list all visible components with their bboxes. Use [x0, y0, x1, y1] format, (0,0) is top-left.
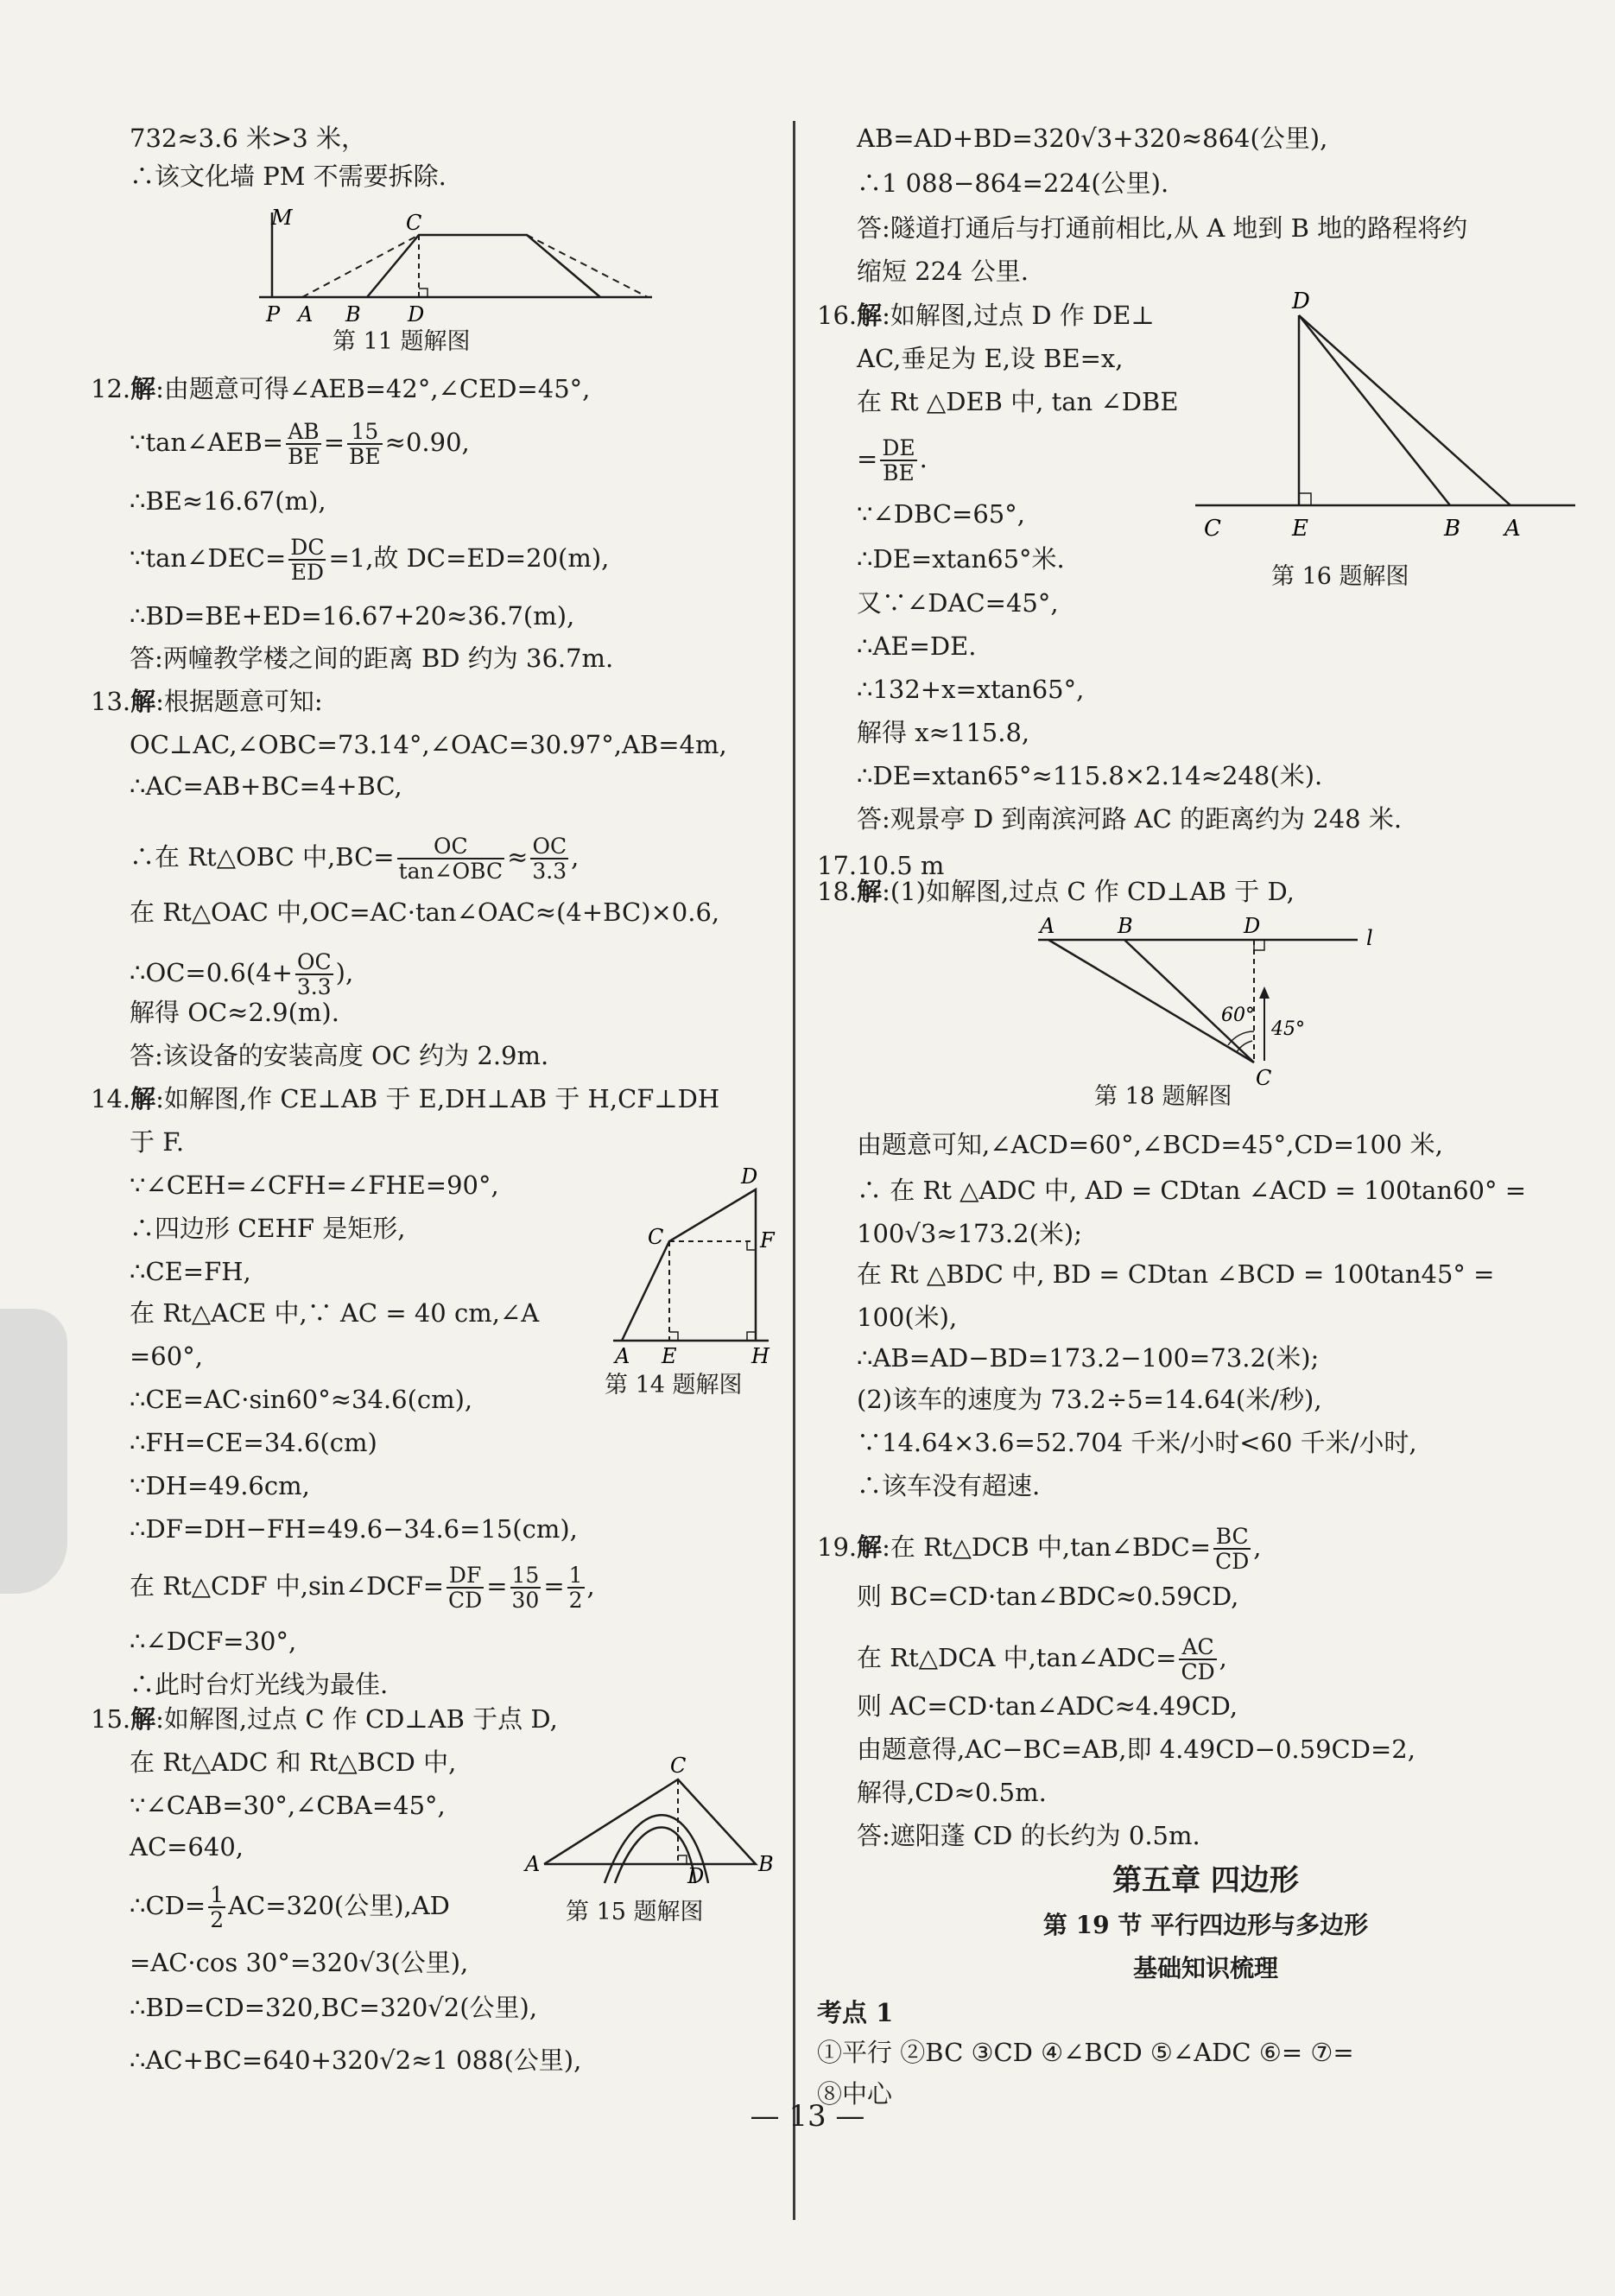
- fig18-angle-60: 60°: [1221, 1005, 1255, 1026]
- q14-line-7: =60°,: [130, 1341, 203, 1371]
- text: .: [919, 444, 928, 473]
- q19-line-6: 解得,CD≈0.5m.: [857, 1778, 1047, 1807]
- text-line: 732≈3.6 米>3 米，: [130, 124, 366, 153]
- q13-line-5: 在 Rt△OAC 中,OC=AC·tan∠OAC≈(4+BC)×0.6,: [130, 897, 720, 927]
- text: =: [486, 1571, 508, 1601]
- solution-label: 解: [130, 687, 156, 716]
- q12-line-2: [130, 419, 470, 469]
- q16-line-4: [857, 435, 928, 485]
- q13-line-4: [130, 834, 580, 884]
- fraction: [530, 834, 568, 883]
- numerator: 15: [511, 1563, 540, 1588]
- figure-15-diagram: [518, 1754, 774, 1892]
- q18-line-9: ∵14.64×3.6=52.704 千米/小时<60 千米/小时,: [857, 1428, 1417, 1457]
- q13-line-7: 解得 OC≈2.9(m).: [130, 998, 339, 1027]
- q14-line-1: [91, 1081, 719, 1116]
- text: :根据题意可知:: [155, 687, 323, 716]
- fraction: [1213, 1525, 1251, 1573]
- figure-15-caption: 第 15 题解图: [566, 1899, 704, 1925]
- text-line: ∴1 088−864=224(公里).: [857, 168, 1169, 198]
- q14-line-12: [130, 1563, 595, 1613]
- fig15-label-a: A: [525, 1852, 541, 1876]
- q12-line-5: ∴BD=BE+ED=16.67+20≈36.7(m),: [130, 601, 575, 631]
- numerator: AB: [286, 420, 321, 445]
- denominator: CD: [1181, 1659, 1215, 1684]
- text: ∴在 Rt△OBC 中,BC=: [130, 842, 395, 872]
- q18-line-8: (2)该车的速度为 73.2÷5=14.64(米/秒),: [857, 1385, 1322, 1414]
- fig14-label-e: E: [662, 1344, 677, 1368]
- solution-label: 解: [857, 301, 883, 330]
- figure-14-diagram: [605, 1159, 777, 1367]
- q16-line-5: ∵∠DBC=65°,: [857, 499, 1025, 529]
- fig18-label-d: D: [1244, 914, 1261, 938]
- solution-label: 解: [857, 877, 883, 906]
- fig14-label-h: H: [751, 1344, 770, 1368]
- fraction: [880, 436, 916, 485]
- text: ∵tan∠DEC=: [130, 543, 287, 573]
- kaodian-label: 考点 1: [817, 1998, 894, 2027]
- denominator: ED: [290, 560, 325, 585]
- q16-line-3: 在 Rt △DEB 中, tan ∠DBE: [857, 387, 1179, 416]
- q13-line-2: OC⊥AC,∠OBC=73.14°,∠OAC=30.97°,AB=4m,: [130, 730, 727, 759]
- text-line: 缩短 224 公里.: [857, 257, 1029, 286]
- fig15-label-d: D: [687, 1864, 705, 1888]
- q13-line-3: ∴AC=AB+BC=4+BC,: [130, 771, 402, 801]
- q12-line-6: 答:两幢教学楼之间的距离 BD 约为 36.7m.: [130, 644, 614, 673]
- denominator: CD: [1215, 1549, 1250, 1574]
- figure-14-caption: 第 14 题解图: [605, 1372, 743, 1399]
- q14-line-10: ∵DH=49.6cm,: [130, 1471, 310, 1500]
- text-line: ∴该文化墙 PM 不需要拆除.: [130, 162, 446, 191]
- page-number: — 13 —: [750, 2099, 865, 2134]
- numerator: 15: [347, 420, 383, 445]
- q14-line-4: ∴四边形 CEHF 是矩形,: [130, 1214, 406, 1243]
- fig14-label-d: D: [741, 1164, 758, 1189]
- q15-line-4: AC=640,: [130, 1832, 244, 1862]
- numerator: OC: [530, 834, 568, 859]
- solution-label: 解: [857, 1532, 883, 1562]
- q18-line-10: ∴该车没有超速.: [857, 1471, 1041, 1500]
- denominator: CD: [448, 1588, 483, 1613]
- figure-16-caption: 第 16 题解图: [1271, 563, 1409, 590]
- q16-line-11: ∴DE=xtan65°≈115.8×2.14≈248(米).: [857, 761, 1323, 790]
- q15-line-7: ∴BD=CD=320,BC=320√2(公里),: [130, 1993, 538, 2022]
- text: 在 Rt△CDF 中,sin∠DCF=: [130, 1571, 445, 1601]
- text: =: [543, 1571, 565, 1601]
- fig16-label-b: B: [1444, 516, 1461, 542]
- chapter-title: 第五章 四边形: [1112, 1863, 1299, 1898]
- q12-line-3: ∴BE≈16.67(m),: [130, 486, 326, 516]
- q15-line-2: 在 Rt△ADC 和 Rt△BCD 中,: [130, 1747, 457, 1777]
- text: :在 Rt△DCB 中,tan∠BDC=: [882, 1532, 1212, 1562]
- text: =: [323, 428, 345, 457]
- question-number: 16.: [817, 301, 858, 330]
- q18-line-2: 由题意可知,∠ACD=60°,∠BCD=45°,CD=100 米,: [857, 1130, 1443, 1159]
- denominator: BE: [883, 460, 915, 485]
- figure-18-diagram: [1021, 916, 1384, 1088]
- denominator: 2: [568, 1588, 583, 1613]
- fig16-label-c: C: [1204, 516, 1221, 542]
- fig16-label-a: A: [1504, 516, 1521, 542]
- q18-line-1: [817, 874, 1295, 909]
- fig14-label-f: F: [760, 1228, 775, 1253]
- answers-line-2: ⑧中心: [817, 2079, 893, 2109]
- question-number: 12.: [91, 374, 131, 403]
- fraction: [510, 1563, 542, 1612]
- question-number: 13.: [91, 687, 131, 716]
- text-line: 答:隧道打通后与打通前相比,从 A 地到 B 地的路程将约: [857, 213, 1468, 243]
- solution-label: 解: [130, 374, 156, 403]
- figure-11-caption: 第 11 题解图: [332, 328, 471, 355]
- fig11-label-d: D: [408, 302, 425, 327]
- solution-label: 解: [130, 1084, 156, 1113]
- fig11-label-m: M: [271, 206, 293, 230]
- fraction: [295, 950, 333, 999]
- text: ∴CD=: [130, 1891, 206, 1920]
- q15-line-1: [91, 1702, 558, 1736]
- fig11-label-p: P: [266, 302, 281, 327]
- q18-line-5: 在 Rt △BDC 中, BD = CDtan ∠BCD = 100tan45° =: [857, 1259, 1495, 1289]
- text: ),: [335, 958, 354, 987]
- q14-line-3: ∵∠CEH=∠CFH=∠FHE=90°,: [130, 1170, 499, 1200]
- q19-line-1: [817, 1524, 1262, 1574]
- q16-line-6: ∴DE=xtan65°米.: [857, 544, 1065, 574]
- q13-line-1: [91, 684, 323, 719]
- question-number: 19.: [817, 1532, 858, 1562]
- text: ≈0.90,: [384, 428, 470, 457]
- q16-line-7: 又∵∠DAC=45°,: [857, 588, 1059, 618]
- numerator: DF: [446, 1563, 484, 1589]
- text: :由题意可得∠AEB=42°,∠CED=45°,: [155, 374, 591, 403]
- text: :如解图,过点 D 作 DE⊥: [882, 301, 1155, 330]
- q14-line-8: ∴CE=AC·sin60°≈34.6(cm),: [130, 1385, 473, 1414]
- fig18-label-a: A: [1040, 914, 1055, 938]
- q14-line-6: 在 Rt△ACE 中,∵ AC = 40 cm,∠A: [130, 1298, 540, 1328]
- fig18-label-c: C: [1256, 1066, 1272, 1090]
- denominator: 3.3: [532, 859, 567, 884]
- numerator: OC: [295, 950, 333, 975]
- q19-line-4: 则 AC=CD·tan∠ADC≈4.49CD,: [857, 1691, 1238, 1721]
- text: ≈: [507, 842, 529, 872]
- fig14-label-c: C: [648, 1225, 664, 1249]
- q12-line-1: [91, 371, 590, 406]
- fig18-label-b: B: [1118, 914, 1133, 938]
- fig11-label-b: B: [345, 302, 361, 327]
- q15-line-3: ∵∠CAB=30°,∠CBA=45°,: [130, 1791, 446, 1820]
- fig15-label-b: B: [758, 1852, 774, 1876]
- subsection-title: 基础知识梳理: [1132, 1954, 1278, 1982]
- q15-line-6: =AC·cos 30°=320√3(公里),: [130, 1948, 469, 1977]
- fraction: [288, 536, 326, 584]
- q19-line-7: 答:遮阳蓬 CD 的长约为 0.5m.: [857, 1821, 1200, 1850]
- q17-line: 17.10.5 m: [817, 851, 945, 880]
- figure-11-diagram: [250, 204, 665, 325]
- q16-line-1: [817, 298, 1155, 333]
- text: :如解图,过点 C 作 CD⊥AB 于点 D,: [155, 1704, 558, 1734]
- fraction: [347, 420, 383, 468]
- fraction: [208, 1883, 225, 1931]
- q16-line-12: 答:观景亭 D 到南滨河路 AC 的距离约为 248 米.: [857, 804, 1403, 834]
- text: ,: [586, 1571, 595, 1601]
- q19-line-2: 则 BC=CD·tan∠BDC≈0.59CD,: [857, 1582, 1239, 1611]
- denominator: BE: [288, 444, 320, 469]
- q15-line-5: [130, 1882, 450, 1932]
- numerator: 1: [210, 1882, 225, 1907]
- text: :如解图,作 CE⊥AB 于 E,DH⊥AB 于 H,CF⊥DH: [155, 1084, 720, 1113]
- text: ∴OC=0.6(4+: [130, 958, 293, 987]
- q14-line-11: ∴DF=DH−FH=49.6−34.6=15(cm),: [130, 1514, 578, 1544]
- answers-line-1: ①平行 ②BC ③CD ④∠BCD ⑤∠ADC ⑥= ⑦=: [817, 2038, 1354, 2067]
- numerator: BC: [1213, 1525, 1251, 1550]
- q18-line-3: ∴ 在 Rt △ADC 中, AD = CDtan ∠ACD = 100tan60° =: [857, 1176, 1526, 1205]
- fig14-label-a: A: [615, 1344, 630, 1368]
- q13-line-6: [130, 949, 354, 999]
- fig18-angle-45: 45°: [1271, 1018, 1305, 1040]
- fraction: [1179, 1635, 1216, 1684]
- text: ,: [1219, 1643, 1227, 1672]
- section-title: 第 19 节 平行四边形与多边形: [1042, 1911, 1369, 1939]
- text: AC=320(公里),AD: [228, 1891, 450, 1920]
- text-line: AB=AD+BD=320√3+320≈864(公里),: [857, 124, 1328, 153]
- denominator: 3.3: [296, 974, 332, 999]
- q14-line-2: 于 F.: [130, 1127, 185, 1157]
- denominator: BE: [349, 444, 381, 469]
- numerator: AC: [1179, 1635, 1216, 1660]
- text: 在 Rt△DCA 中,tan∠ADC=: [857, 1643, 1177, 1672]
- text: =: [857, 444, 878, 473]
- q14-line-9: ∴FH=CE=34.6(cm): [130, 1428, 377, 1457]
- torn-edge-scan-artifact: [0, 1309, 67, 1594]
- fraction: [567, 1563, 585, 1612]
- q14-line-13: ∴∠DCF=30°,: [130, 1627, 297, 1656]
- fig18-label-l: l: [1366, 926, 1373, 950]
- numerator: DE: [882, 435, 915, 460]
- text: ,: [1253, 1532, 1262, 1562]
- text: ,: [571, 842, 580, 872]
- q16-line-10: 解得 x≈115.8,: [857, 718, 1030, 747]
- fig15-label-c: C: [670, 1754, 687, 1778]
- fraction: [446, 1563, 484, 1612]
- q16-line-8: ∴AE=DE.: [857, 631, 977, 661]
- denominator: 30: [511, 1588, 540, 1613]
- fig11-label-a: A: [298, 302, 314, 327]
- solution-label: 解: [130, 1704, 156, 1734]
- fig16-label-e: E: [1292, 516, 1308, 542]
- text: :(1)如解图,过点 C 作 CD⊥AB 于 D,: [882, 877, 1295, 906]
- q15-line-8: ∴AC+BC=640+320√2≈1 088(公里),: [130, 2045, 582, 2075]
- q19-line-3: [857, 1634, 1227, 1684]
- q13-line-8: 答:该设备的安装高度 OC 约为 2.9m.: [130, 1041, 549, 1070]
- column-divider: [793, 121, 795, 2220]
- fig16-label-d: D: [1292, 289, 1310, 314]
- denominator: 2: [210, 1907, 225, 1932]
- q18-line-7: ∴AB=AD−BD=173.2−100=73.2(米);: [857, 1343, 1320, 1373]
- q18-line-4: 100√3≈173.2(米);: [857, 1219, 1083, 1248]
- q19-line-5: 由题意得,AC−BC=AB,即 4.49CD−0.59CD=2,: [857, 1735, 1416, 1764]
- text: ∵tan∠AEB=: [130, 428, 284, 457]
- numerator: 1: [568, 1563, 583, 1588]
- fraction: [286, 420, 321, 468]
- figure-18-caption: 第 18 题解图: [1094, 1083, 1232, 1110]
- figure-16-diagram: [1195, 289, 1593, 549]
- question-number: 18.: [817, 877, 858, 906]
- fig11-label-c: C: [406, 211, 422, 235]
- question-number: 15.: [91, 1704, 131, 1734]
- q12-line-4: [130, 535, 610, 585]
- q16-line-9: ∴132+x=xtan65°,: [857, 675, 1085, 704]
- numerator: DC: [290, 535, 325, 560]
- q14-line-14: ∴此时台灯光线为最佳.: [130, 1670, 389, 1699]
- text: =1,故 DC=ED=20(m),: [328, 543, 610, 573]
- numerator: OC: [397, 834, 504, 859]
- q14-line-5: ∴CE=FH,: [130, 1257, 251, 1286]
- fraction: [397, 834, 504, 883]
- q18-line-6: 100(米),: [857, 1303, 958, 1332]
- q16-line-2: AC,垂足为 E,设 BE=x,: [857, 344, 1124, 373]
- question-number: 14.: [91, 1084, 131, 1113]
- denominator: tan∠OBC: [398, 859, 504, 884]
